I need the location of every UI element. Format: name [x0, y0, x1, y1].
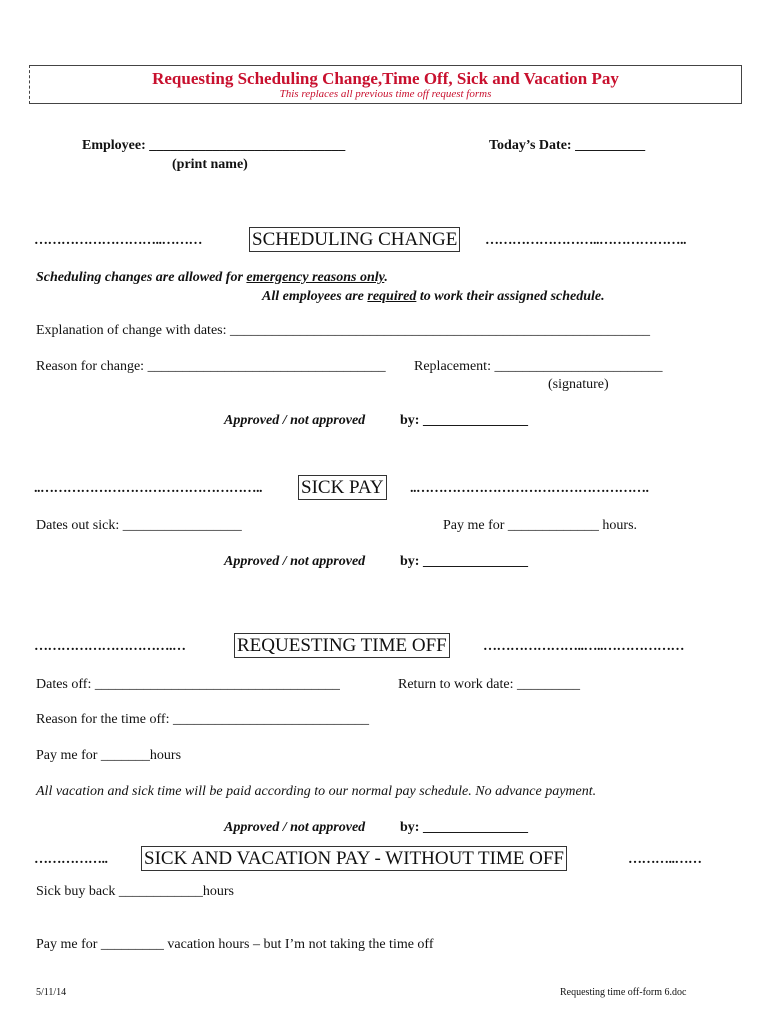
section-divider-dots: …………….. — [34, 852, 108, 867]
requesting-time-off-heading: REQUESTING TIME OFF — [234, 633, 450, 658]
scheduling-note-emergency: Scheduling changes are allowed for emergency reasons only. — [36, 270, 388, 285]
reason-for-change-field[interactable]: Reason for change: __________________________________ — [36, 359, 386, 374]
section-divider-dots: ………………………….… — [34, 639, 186, 654]
section-divider-dots: ..……………………………………………. — [410, 481, 649, 496]
employee-field[interactable]: Employee: ____________________________ — [82, 138, 346, 153]
form-title: Requesting Scheduling Change,Time Off, Sick and Vacation Pay — [152, 69, 619, 88]
sick-pay-hours-field[interactable]: Pay me for _____________ hours. — [443, 518, 638, 533]
todays-date-field[interactable]: Today’s Date: __________ — [489, 138, 646, 153]
sick-buy-back-field[interactable]: Sick buy back ____________hours — [36, 884, 234, 899]
pay-schedule-note: All vacation and sick time will be paid according to our normal pay schedule. No advance payment. — [36, 784, 597, 799]
approval-status: Approved / not approved — [224, 554, 366, 569]
return-to-work-date-field[interactable]: Return to work date: _________ — [398, 677, 580, 692]
sick-and-vacation-pay-heading: SICK AND VACATION PAY - WITHOUT TIME OFF — [141, 846, 567, 871]
form-header — [29, 65, 742, 104]
time-off-pay-hours-field[interactable]: Pay me for _______hours — [36, 748, 182, 763]
section-divider-dots: ……………………..……………….. — [485, 233, 686, 248]
approved-by-field[interactable]: by: _______________ — [400, 820, 528, 835]
approved-by-field[interactable]: by: _______________ — [400, 413, 528, 428]
approval-status: Approved / not approved — [224, 820, 366, 835]
sick-pay-heading: SICK PAY — [298, 475, 387, 500]
section-divider-dots: ………………………..……… — [34, 233, 202, 248]
scheduling-note-required: All employees are required to work their assigned schedule. — [262, 289, 605, 304]
dates-out-sick-field[interactable]: Dates out sick: _________________ — [36, 518, 242, 533]
section-divider-dots: ..………………………………………….. — [34, 481, 262, 496]
section-divider-dots: …………………..…..……………… — [483, 639, 684, 654]
reason-for-time-off-field[interactable]: Reason for the time off: ____________________________ — [36, 712, 369, 727]
section-divider-dots: ………..…… — [628, 852, 702, 867]
form-subtitle: This replaces all previous time off request forms — [279, 88, 492, 100]
footer-filename: Requesting time off-form 6.doc — [560, 987, 687, 998]
vacation-hours-field[interactable]: Pay me for _________ vacation hours – but I’m not taking the time off — [36, 937, 434, 952]
footer-date: 5/11/14 — [36, 987, 67, 998]
approved-by-field[interactable]: by: _______________ — [400, 554, 528, 569]
signature-label: (signature) — [548, 377, 609, 392]
replacement-field[interactable]: Replacement: ________________________ — [414, 359, 663, 374]
print-name-label: (print name) — [172, 157, 248, 172]
dates-off-field[interactable]: Dates off: ___________________________________ — [36, 677, 340, 692]
explanation-of-change-field[interactable]: Explanation of change with dates: ____________________________________________________________ — [36, 323, 650, 338]
approval-status: Approved / not approved — [224, 413, 366, 428]
scheduling-change-heading: SCHEDULING CHANGE — [249, 227, 460, 252]
